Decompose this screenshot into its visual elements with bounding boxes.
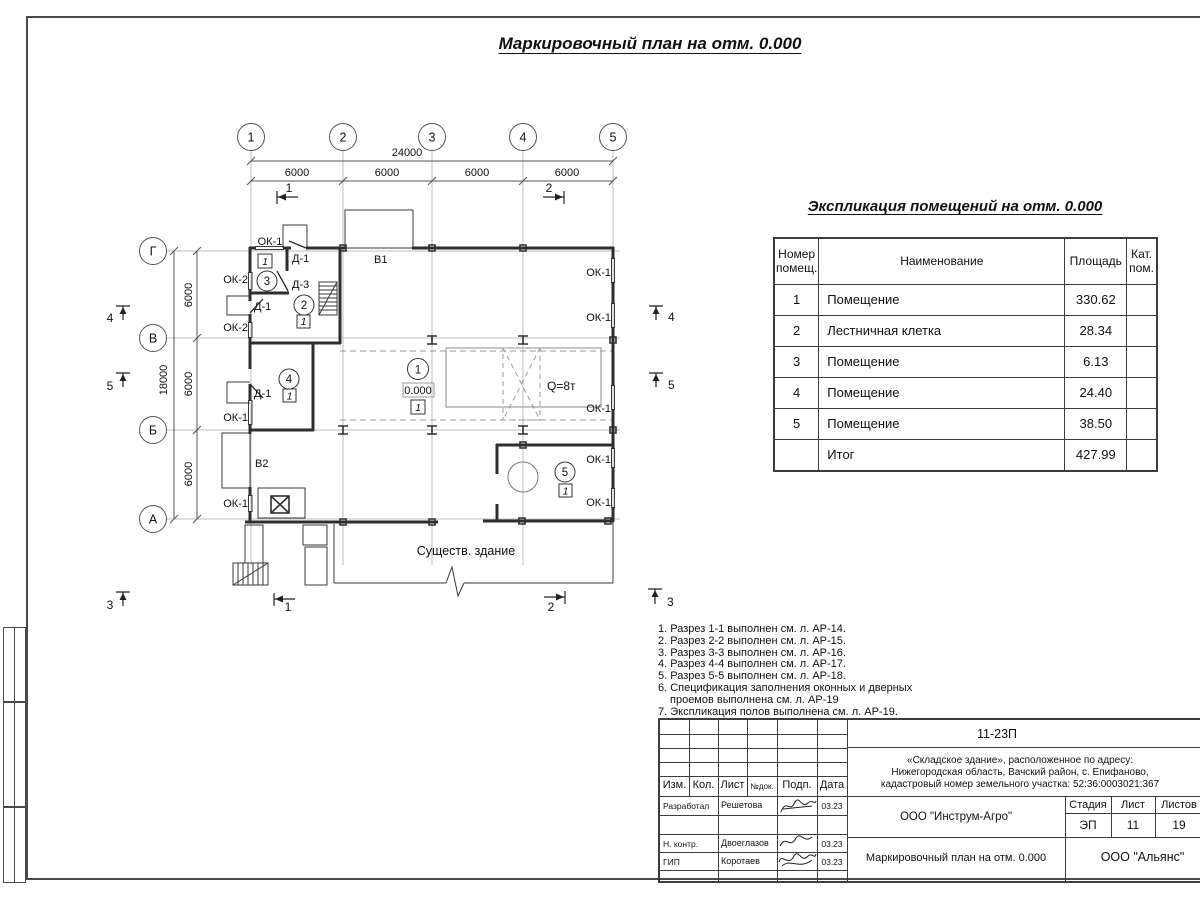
label-ok1-left-bot: ОК-1 [223, 498, 248, 510]
tb-date-gip: 03.23 [821, 857, 843, 867]
room-name: Лестничная клетка [819, 315, 1065, 346]
label-d1-low: Д-1 [254, 388, 272, 400]
axis-col-2: 2 [339, 130, 347, 145]
dim-top-total: 24000 [391, 147, 423, 159]
dimension-lines [170, 157, 617, 523]
label-d3: Д-3 [292, 279, 310, 291]
room-name: Помещение [819, 284, 1065, 315]
plan-title: Маркировочный план на отм. 0.000 [498, 34, 802, 53]
tb-line [660, 762, 847, 763]
room-cat [1127, 284, 1157, 315]
table-row [774, 408, 1157, 439]
label-ok2-lower: ОК-2 [223, 322, 248, 334]
section-5-right: 5 [668, 378, 675, 392]
room-name: Помещение [819, 408, 1065, 439]
room-area: 28.34 [1065, 315, 1127, 346]
dim-top-seg-1: 6000 [284, 167, 310, 179]
note-line: 6. Спецификация заполнения оконных и дверных [658, 681, 913, 694]
room-number-5: 5 [561, 467, 569, 479]
room-area: 24.40 [1065, 377, 1127, 408]
note-line: 2. Разрез 2-2 выполнен см. л. АР-15. [658, 634, 846, 647]
tb-col-podp: Подп. [782, 779, 812, 791]
tb-line [660, 852, 847, 853]
tb-date-ncontrol: 03.23 [821, 839, 843, 849]
room-2-category: 1 [300, 316, 307, 328]
section-1-top: 1 [285, 181, 293, 195]
tb-name-ncontrol: Двоеглазов [721, 838, 769, 848]
label-ok1-right-2: ОК-1 [586, 312, 611, 324]
tb-sheets-label: Листов [1161, 799, 1197, 811]
tb-line [718, 720, 719, 881]
tb-date-developer: 03.23 [821, 801, 843, 811]
tb-project-line2: Нижегородская область, Вачский район, с. Епифаново, [891, 767, 1149, 778]
tb-line [660, 748, 847, 749]
tb-line [660, 796, 1200, 797]
equipment-xbox [271, 496, 289, 513]
note-line: 4. Разрез 4-4 выполнен см. л. АР-17. [658, 658, 846, 671]
notes-list [658, 624, 958, 718]
elevation-value: 0.000 [404, 385, 432, 397]
title-block [658, 718, 1200, 883]
section-5-left: 5 [106, 379, 114, 393]
col-header-num: Номер помещ. [774, 238, 819, 284]
room-number-4: 4 [285, 374, 293, 386]
room-num: 4 [774, 377, 819, 408]
dim-top-seg-4: 6000 [554, 167, 580, 179]
section-1-bottom: 1 [284, 600, 292, 614]
section-arrowheads [120, 194, 660, 603]
dim-top-seg-2: 6000 [374, 167, 400, 179]
tb-line [660, 815, 847, 816]
room-1-category: 1 [415, 402, 421, 414]
tb-org-design: ООО "Инструм-Агро" [899, 811, 1013, 823]
room-cat [1127, 346, 1157, 377]
signature-developer [778, 795, 818, 817]
dim-left-seg-2: 6000 [183, 371, 195, 397]
col-header-area: Площадь [1065, 238, 1127, 284]
label-d1-mid: Д-1 [254, 301, 272, 313]
dim-top-seg-3: 6000 [464, 167, 490, 179]
label-v2: В2 [255, 458, 269, 470]
table-row [774, 377, 1157, 408]
note-line: 3. Разрез 3-3 выполнен см. л. АР-16. [658, 646, 846, 659]
room-num [774, 439, 819, 471]
axis-col-1: 1 [247, 130, 255, 145]
signature-ncontrol-gip [776, 832, 818, 872]
note-line: 1. Разрез 1-1 выполнен см. л. АР-14. [658, 623, 846, 635]
tb-sheet-value: 11 [1126, 818, 1140, 832]
room-cat [1127, 377, 1157, 408]
label-ok1-right-4: ОК-1 [586, 454, 611, 466]
room-area: 6.13 [1065, 346, 1127, 377]
room-5-category: 1 [562, 485, 569, 498]
tb-sheet-label: Лист [1121, 799, 1145, 811]
label-crane-capacity: Q=8т [547, 379, 576, 393]
explication-table [773, 237, 1158, 472]
tb-line [847, 837, 1200, 838]
table-row-total [774, 439, 1157, 471]
axis-row-a: А [148, 512, 158, 527]
axis-row-b: Б [148, 423, 158, 438]
dim-left-seg-1: 6000 [183, 282, 195, 308]
room-number-1: 1 [414, 364, 422, 377]
room-num: 2 [774, 315, 819, 346]
section-marks [116, 191, 663, 606]
label-existing-building: Существ. здание [416, 544, 516, 558]
tb-doc-number: 11-23П [976, 727, 1018, 741]
room-area: 330.62 [1065, 284, 1127, 315]
section-2-bottom: 2 [547, 600, 555, 614]
room-area: 38.50 [1065, 408, 1127, 439]
label-ok1-right-3: ОК-1 [586, 403, 611, 415]
note-line-continued: проемов выполнена см. л. АР-19 [670, 693, 839, 706]
note-line: 7. Экспликация полов выполнена см. л. АР-19. [658, 705, 898, 718]
total-area: 427.99 [1065, 439, 1127, 471]
tb-line [660, 776, 847, 777]
tb-org-customer: ООО "Альянс" [1100, 850, 1185, 864]
dim-left-seg-3: 6000 [183, 461, 195, 487]
tb-col-ndok: №док. [750, 782, 774, 791]
tb-project-line3: кадастровый номер земельного участка: 52:36:0003021:367 [880, 779, 1160, 790]
axis-bubbles [140, 124, 627, 533]
section-2-top: 2 [545, 181, 553, 195]
room-name: Помещение [819, 377, 1065, 408]
col-header-cat: Кат. пом. [1127, 238, 1157, 284]
room-name: Помещение [819, 346, 1065, 377]
axis-col-3: 3 [428, 130, 436, 145]
room-num: 1 [774, 284, 819, 315]
section-4-left: 4 [106, 311, 114, 325]
axis-row-g: Г [149, 244, 157, 259]
room-cat [1127, 315, 1157, 346]
tb-line [660, 870, 847, 871]
section-3-bottom-right: 3 [667, 595, 674, 609]
room-num: 5 [774, 408, 819, 439]
tb-name-developer: Решетова [721, 800, 763, 810]
tb-line [660, 734, 847, 735]
note-line: 5. Разрез 5-5 выполнен см. л. АР-18. [658, 670, 846, 683]
tb-name-gip: Коротаев [721, 856, 760, 866]
table-row [774, 315, 1157, 346]
label-ok1-left-mid: ОК-1 [223, 412, 248, 424]
label-ok1-top: ОК-1 [257, 236, 283, 248]
tb-stage-label: Стадия [1069, 799, 1107, 811]
tb-project-line1: «Складское здание», расположенное по адресу: [907, 755, 1133, 766]
tb-col-data: Дата [819, 779, 845, 791]
col-header-name: Наименование [819, 238, 1065, 284]
tb-role-ncontrol: Н. контр. [663, 839, 699, 849]
room-3-category: 1 [262, 256, 268, 268]
tb-line [847, 747, 1200, 748]
tb-role-developer: Разработал [663, 801, 710, 811]
tb-drawing-name: Маркировочный план на отм. 0.000 [865, 852, 1047, 864]
room-number-2: 2 [300, 300, 308, 312]
label-v1: В1 [374, 254, 388, 266]
tb-stage-value: ЭП [1079, 818, 1097, 832]
tb-sheets-value: 19 [1172, 818, 1186, 832]
tb-col-izm: Изм. [662, 779, 687, 791]
dim-left-total: 18000 [158, 364, 170, 396]
axis-col-5: 5 [609, 130, 617, 145]
room-number-3: 3 [263, 276, 271, 288]
tb-col-list: Лист [720, 779, 745, 791]
section-4-right: 4 [668, 310, 675, 324]
tb-line [660, 834, 847, 835]
label-ok1-right-1: ОК-1 [586, 267, 611, 279]
tb-line [1065, 813, 1200, 814]
room-cat [1127, 408, 1157, 439]
label-ok2-upper: ОК-2 [223, 274, 248, 286]
axis-col-4: 4 [519, 130, 527, 145]
explication-title: Экспликация помещений на отм. 0.000 [807, 198, 1103, 215]
room-cat [1127, 439, 1157, 471]
room-4-category: 1 [286, 390, 293, 403]
table-row [774, 284, 1157, 315]
section-3-bottom-left: 3 [106, 598, 114, 612]
total-label: Итог [819, 439, 1065, 471]
label-d1-top: Д-1 [292, 253, 310, 265]
tb-role-gip: ГИП [663, 857, 680, 867]
tb-col-kol: Кол. [692, 779, 715, 791]
room-num: 3 [774, 346, 819, 377]
floor-plan [0, 100, 720, 740]
table-row [774, 346, 1157, 377]
axis-row-v: В [148, 331, 158, 346]
label-ok1-right-5: ОК-1 [586, 497, 611, 509]
